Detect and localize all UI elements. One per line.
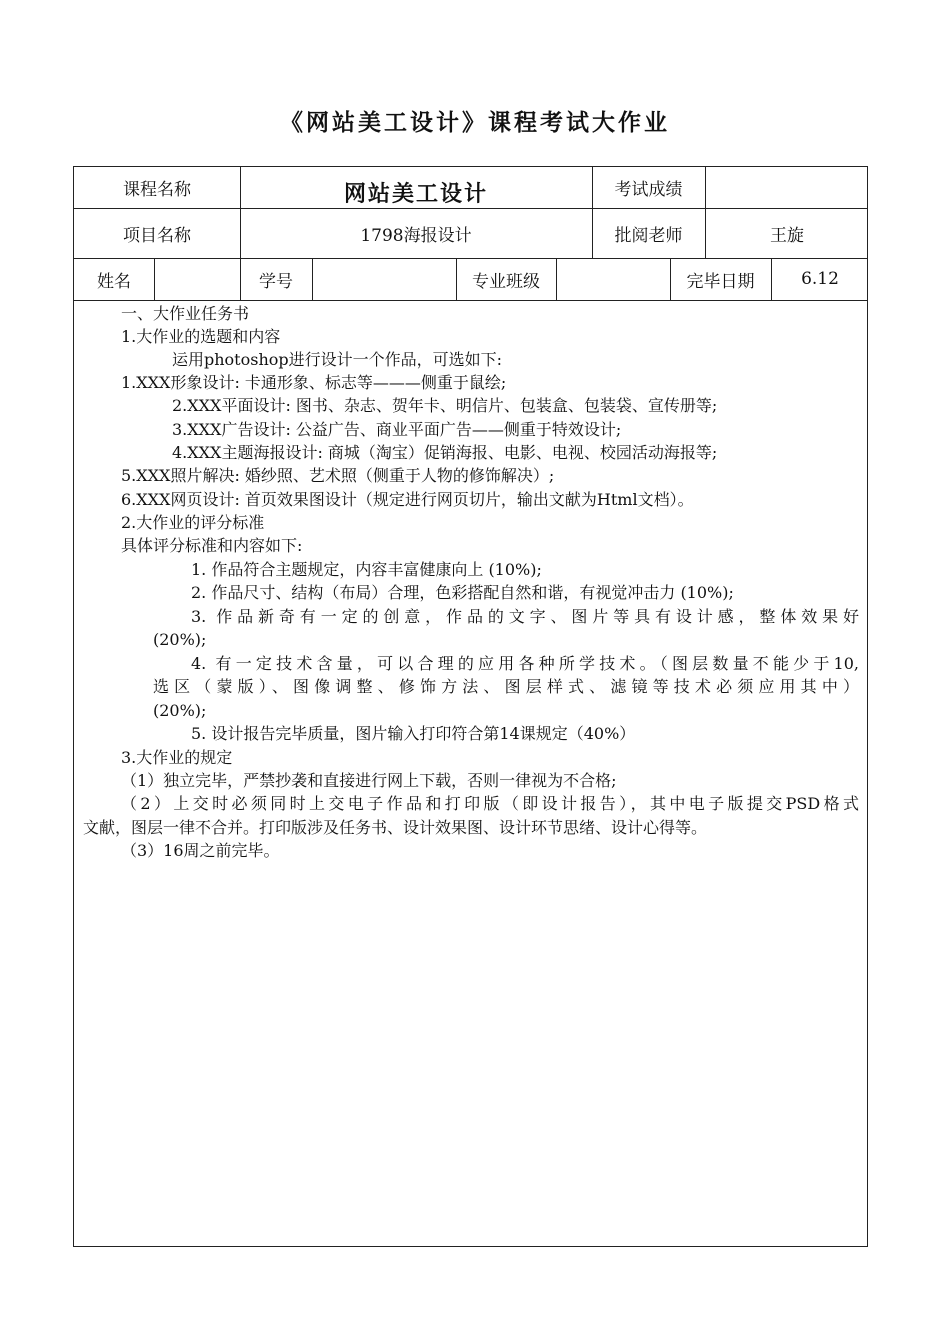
teacher-name: 王旋 — [770, 225, 804, 246]
course-label: 课程名称 — [123, 180, 191, 200]
score-value — [705, 167, 869, 208]
list-item: （3）16周之前完毕。 — [121, 841, 280, 860]
name-label: 姓名 — [97, 271, 131, 292]
assignment-form-table — [73, 166, 868, 1247]
page-title: 《网站美工设计》课程考试大作业 — [280, 109, 670, 136]
list-item: （2）上交时必须同时上交电子作品和打印版（即设计报告），其中电子版提交PSD格式 — [121, 794, 859, 813]
section-heading: 一、大作业任务书 — [121, 304, 250, 323]
list-item: 2. 作品尺寸、结构（布局）合理，色彩搭配自然和谐，有视觉冲击力 (10%); — [191, 583, 734, 602]
student-id-label: 学号 — [259, 271, 293, 292]
list-item-continued: 选区（蒙版）、图像调整、修饰方法、图层样式、滤镜等技术必须应用其中） — [153, 677, 859, 696]
subsection-heading: 1.大作业的选题和内容 — [121, 327, 281, 346]
class-value — [556, 258, 670, 300]
list-item: 1.XXX形象设计: 卡通形象、标志等———侧重于鼠绘; — [121, 373, 507, 392]
list-item: （1）独立完毕，严禁抄袭和直接进行网上下载，否则一律视为不合格; — [121, 771, 617, 790]
teacher-label: 批阅老师 — [614, 225, 683, 246]
row-divider — [74, 300, 867, 301]
paragraph-line: 具体评分标准和内容如下: — [121, 536, 303, 555]
date-label: 完毕日期 — [686, 271, 755, 292]
list-item: 6.XXX网页设计: 首页效果图设计（规定进行网页切片，输出文献为Html文档）。 — [121, 490, 694, 509]
subsection-heading: 2.大作业的评分标准 — [121, 513, 265, 532]
list-item-continued: 文献，图层一律不合并。打印版涉及任务书、设计效果图、设计环节思绪、设计心得等。 — [83, 818, 708, 837]
list-item: 5.XXX照片解决: 婚纱照、艺术照（侧重于人物的修饰解决）; — [121, 466, 555, 485]
list-item: 3. 作品新奇有一定的创意，作品的文字、图片等具有设计感，整体效果好 — [191, 607, 859, 626]
list-item: 5. 设计报告完毕质量，图片输入打印符合第14课规定（40%） — [191, 724, 636, 743]
student-id-value — [312, 258, 456, 300]
list-item: 3.XXX广告设计: 公益广告、商业平面广告——侧重于特效设计; — [172, 420, 622, 439]
list-item: 4. 有一定技术含量，可以合理的应用各种所学技术。（图层数量不能少于10, — [191, 654, 859, 673]
paragraph-line: 运用photoshop进行设计一个作品，可选如下: — [172, 350, 503, 369]
list-item: 2.XXX平面设计: 图书、杂志、贺年卡、明信片、包装盒、包装袋、宣传册等; — [172, 396, 718, 415]
list-item: 1. 作品符合主题规定，内容丰富健康向上 (10%); — [191, 560, 542, 579]
list-item-continued: (20%); — [153, 701, 207, 720]
list-item-continued: (20%); — [153, 630, 207, 649]
class-label: 专业班级 — [472, 271, 540, 292]
project-name: 1798海报设计 — [360, 225, 472, 246]
list-item: 4.XXX主题海报设计: 商城（淘宝）促销海报、电影、电视、校园活动海报等; — [172, 443, 718, 462]
subsection-heading: 3.大作业的规定 — [121, 748, 233, 767]
score-label: 考试成绩 — [614, 180, 683, 200]
date-value: 6.12 — [801, 269, 839, 289]
project-label: 项目名称 — [123, 225, 191, 246]
name-value — [154, 258, 240, 300]
course-name: 网站美工设计 — [343, 180, 488, 207]
